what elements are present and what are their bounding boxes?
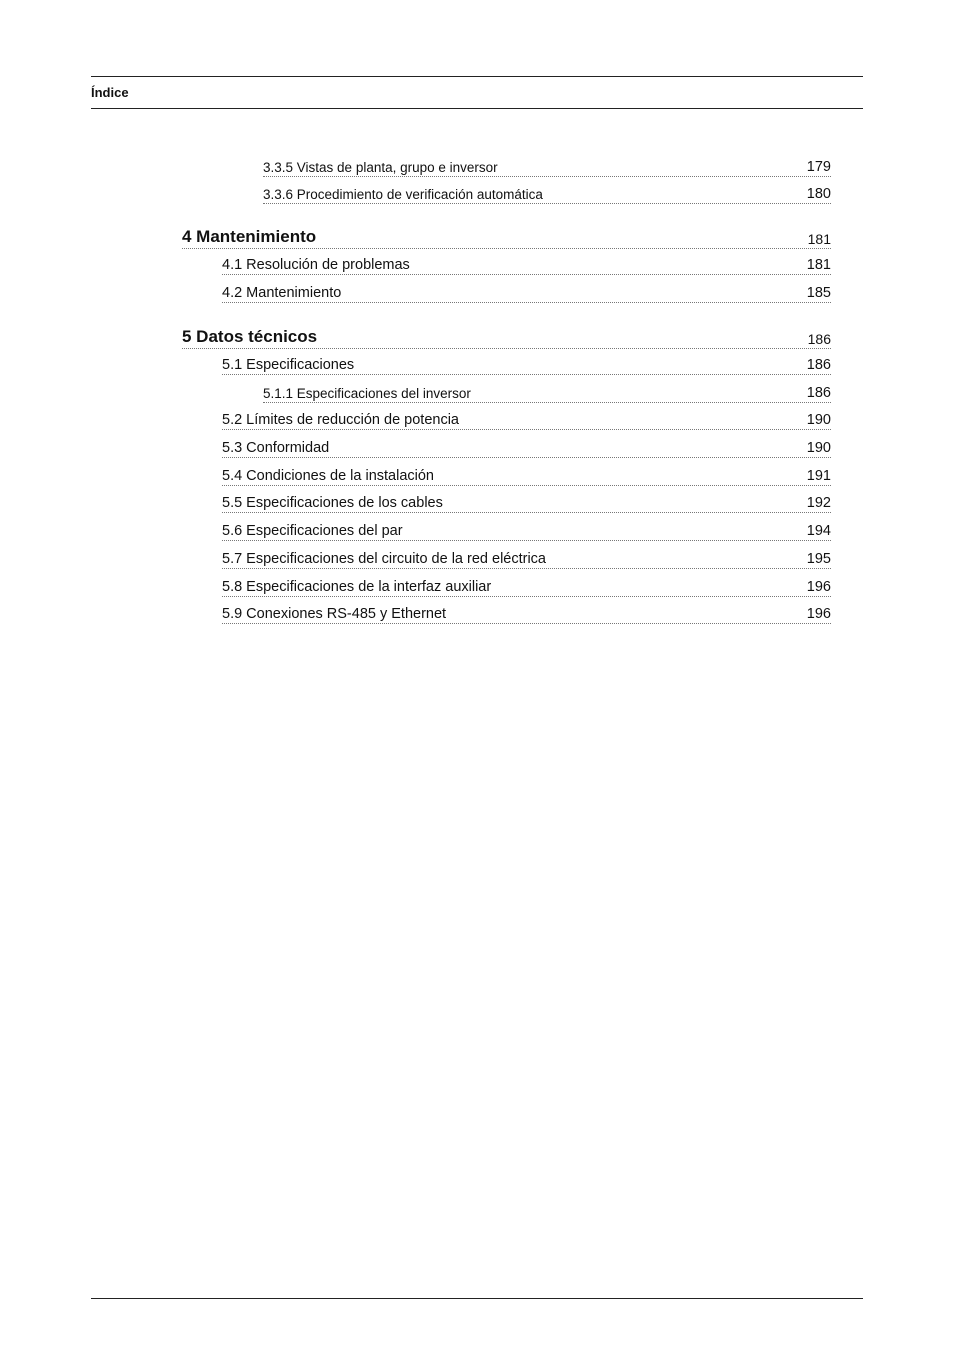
toc-entry-label: 5.9 Conexiones RS-485 y Ethernet <box>222 606 447 622</box>
toc-entry-label: 5.8 Especificaciones de la interfaz auxiliar <box>222 579 492 595</box>
toc-entry[interactable] <box>222 440 831 458</box>
toc-entry[interactable] <box>222 285 831 303</box>
toc-entry[interactable] <box>222 257 831 275</box>
toc-entry-label: 3.3.5 Vistas de planta, grupo e inversor <box>263 160 498 175</box>
toc-entry-label: 5.7 Especificaciones del circuito de la red eléctrica <box>222 551 546 567</box>
toc-entry[interactable] <box>263 186 831 204</box>
toc-entry-page: 190 <box>806 412 831 428</box>
toc-entry[interactable] <box>222 523 831 541</box>
toc-chapter-label: 5 Datos técnicos <box>182 327 318 346</box>
toc-entry-page: 194 <box>806 523 831 539</box>
toc-entry-label: 5.3 Conformidad <box>222 440 330 456</box>
toc-entry[interactable] <box>222 468 831 486</box>
toc-entry-label: 5.1 Especificaciones <box>222 357 355 373</box>
toc-entry-page: 192 <box>806 495 831 511</box>
toc-entry-page: 185 <box>806 285 831 301</box>
toc-entry-page: 191 <box>806 468 831 484</box>
toc-entry-page: 186 <box>806 357 831 373</box>
toc-entry-page: 190 <box>806 440 831 456</box>
toc-entry-page: 186 <box>806 385 831 401</box>
toc-entry-page: 181 <box>806 257 831 273</box>
toc-entry[interactable] <box>222 606 831 624</box>
toc-entry-page: 196 <box>806 579 831 595</box>
toc-entry-label: 5.5 Especificaciones de los cables <box>222 495 443 511</box>
toc-entry-page: 181 <box>807 231 831 247</box>
toc-chapter-entry[interactable] <box>182 227 831 249</box>
toc-entry[interactable] <box>222 357 831 375</box>
toc-entry-page: 179 <box>806 159 831 175</box>
toc-entry-label: 4.1 Resolución de problemas <box>222 257 410 273</box>
toc-chapter-label: 4 Mantenimiento <box>182 227 317 246</box>
toc-entry-page: 195 <box>806 551 831 567</box>
toc-chapter-entry[interactable] <box>182 327 831 349</box>
toc-entry[interactable] <box>222 412 831 430</box>
toc-entry-label: 3.3.6 Procedimiento de verificación automática <box>263 187 543 202</box>
toc-entry-page: 180 <box>806 186 831 202</box>
toc-entry[interactable] <box>263 159 831 177</box>
running-header: Índice <box>91 85 129 100</box>
toc-entry-label: 5.4 Condiciones de la instalación <box>222 468 434 484</box>
toc-entry[interactable] <box>222 551 831 569</box>
toc-entry-label: 5.6 Especificaciones del par <box>222 523 403 539</box>
toc-entry-label: 5.1.1 Especificaciones del inversor <box>263 386 471 401</box>
toc-entry-label: 5.2 Límites de reducción de potencia <box>222 412 459 428</box>
toc-entry-label: 4.2 Mantenimiento <box>222 285 342 301</box>
footer-rule <box>91 1298 863 1299</box>
toc-entry[interactable] <box>263 385 831 403</box>
toc-entry[interactable] <box>222 579 831 597</box>
toc-entry-page: 186 <box>807 331 831 347</box>
toc-entry[interactable] <box>222 495 831 513</box>
toc-entry-page: 196 <box>806 606 831 622</box>
